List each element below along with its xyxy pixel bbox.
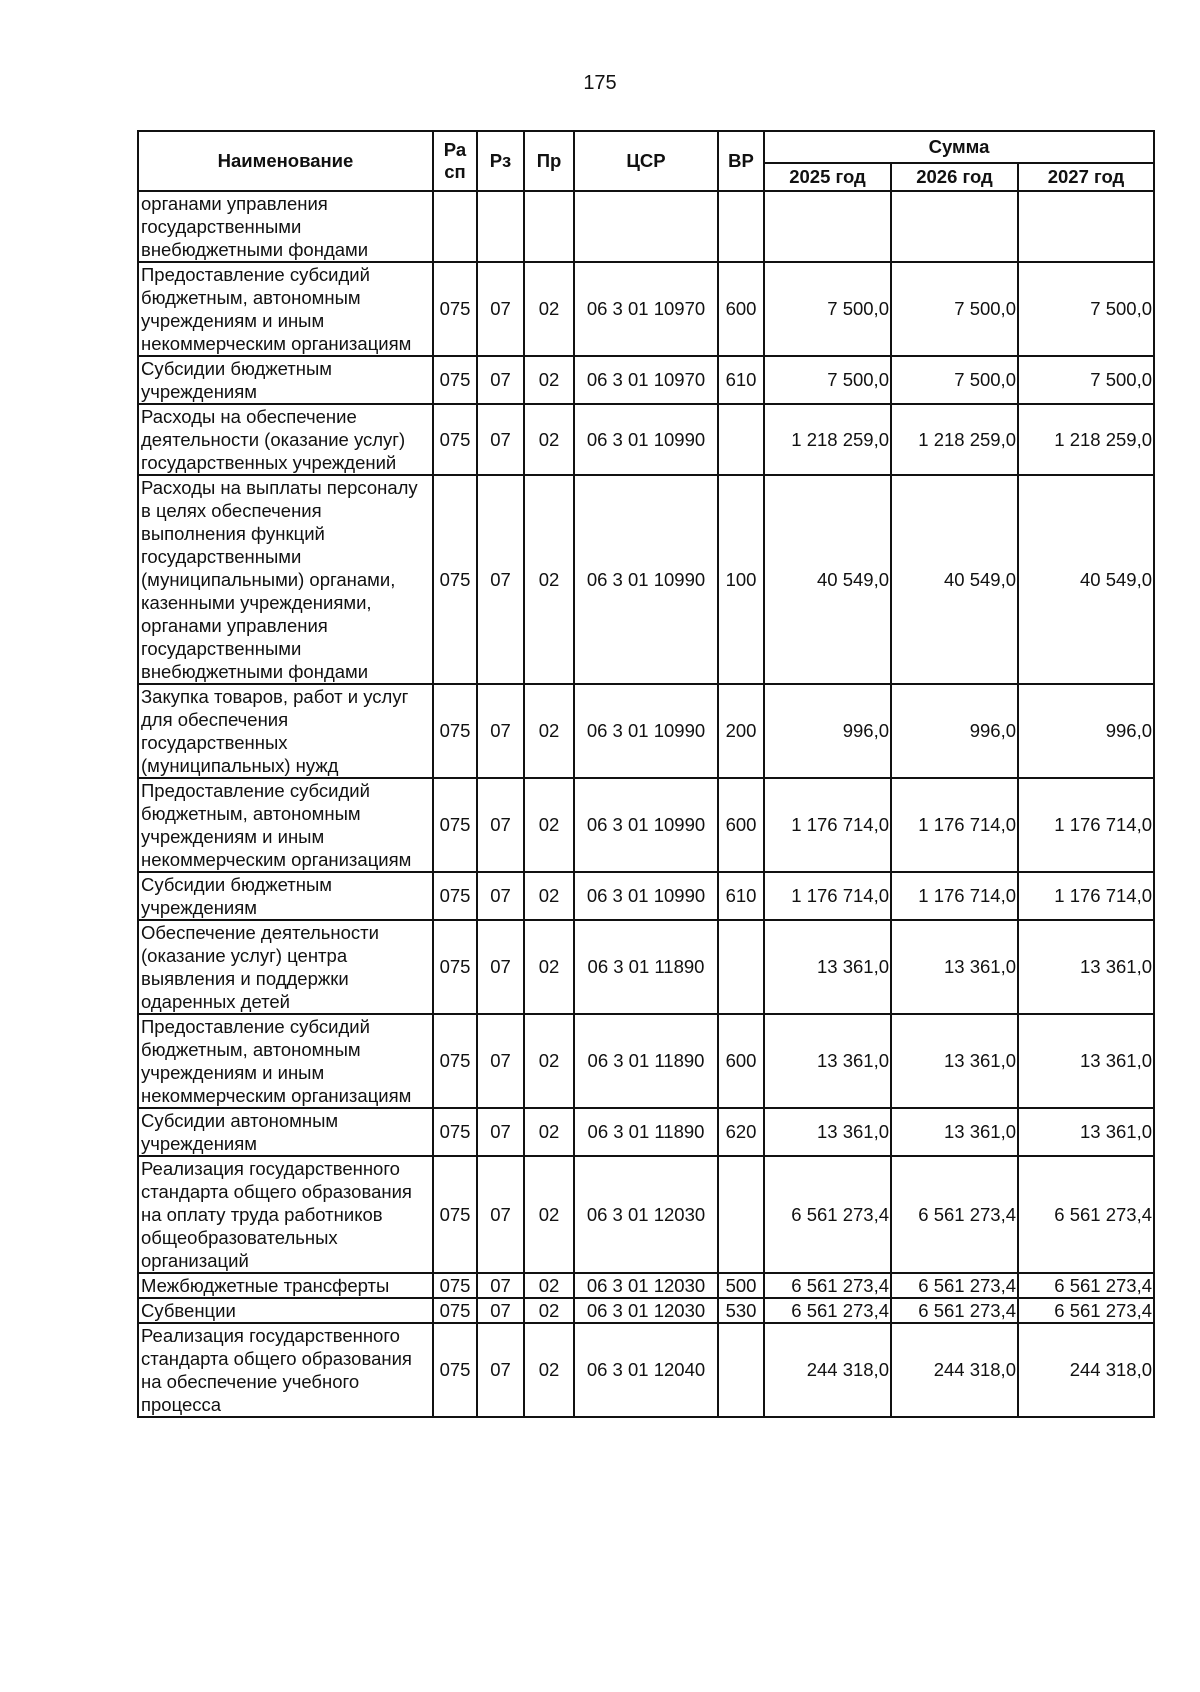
header-rasp	[433, 131, 477, 191]
header-vr: ВР	[718, 131, 764, 191]
cell-pr: 02	[524, 872, 574, 920]
cell-csr: 06 3 01 12040	[574, 1323, 718, 1417]
cell-pr: 02	[524, 356, 574, 404]
table-row	[138, 262, 1154, 356]
cell-vr: 610	[718, 356, 764, 404]
cell-rasp: 075	[433, 1156, 477, 1273]
cell-rasp: 075	[433, 1014, 477, 1108]
cell-amount-2026: 244 318,0	[891, 1323, 1018, 1417]
cell-amount-2027: 13 361,0	[1018, 920, 1154, 1014]
cell-name: Расходы на обеспечение деятельности (оказание услуг) государственных учреждений	[138, 404, 433, 475]
cell-rz: 07	[477, 1108, 524, 1156]
cell-pr: 02	[524, 1156, 574, 1273]
cell-amount-2025: 13 361,0	[764, 1014, 891, 1108]
table-row	[138, 1108, 1154, 1156]
cell-rasp: 075	[433, 920, 477, 1014]
cell-amount-2025	[764, 191, 891, 262]
cell-name: Субсидии бюджетным учреждениям	[138, 356, 433, 404]
cell-rz: 07	[477, 920, 524, 1014]
cell-amount-2025: 6 561 273,4	[764, 1273, 891, 1298]
cell-amount-2027: 6 561 273,4	[1018, 1156, 1154, 1273]
cell-rasp: 075	[433, 404, 477, 475]
cell-rasp: 075	[433, 778, 477, 872]
cell-amount-2027: 13 361,0	[1018, 1014, 1154, 1108]
cell-amount-2026: 1 176 714,0	[891, 778, 1018, 872]
cell-pr	[524, 191, 574, 262]
cell-name: органами управления государственными внебюджетными фондами	[138, 191, 433, 262]
cell-amount-2026: 6 561 273,4	[891, 1156, 1018, 1273]
cell-rasp: 075	[433, 262, 477, 356]
cell-pr: 02	[524, 1108, 574, 1156]
table-row	[138, 191, 1154, 262]
cell-csr: 06 3 01 10970	[574, 262, 718, 356]
cell-amount-2027: 996,0	[1018, 684, 1154, 778]
cell-pr: 02	[524, 1014, 574, 1108]
cell-rasp: 075	[433, 872, 477, 920]
cell-vr: 600	[718, 262, 764, 356]
cell-amount-2025: 244 318,0	[764, 1323, 891, 1417]
cell-pr: 02	[524, 920, 574, 1014]
header-pr: Пр	[524, 131, 574, 191]
table-row	[138, 1014, 1154, 1108]
cell-amount-2026: 13 361,0	[891, 920, 1018, 1014]
cell-amount-2026: 6 561 273,4	[891, 1298, 1018, 1323]
cell-vr	[718, 404, 764, 475]
cell-amount-2027	[1018, 191, 1154, 262]
cell-amount-2026: 7 500,0	[891, 262, 1018, 356]
cell-rz: 07	[477, 1014, 524, 1108]
cell-pr: 02	[524, 1298, 574, 1323]
cell-pr: 02	[524, 778, 574, 872]
cell-amount-2026	[891, 191, 1018, 262]
cell-amount-2026: 13 361,0	[891, 1014, 1018, 1108]
cell-name: Субвенции	[138, 1298, 433, 1323]
header-year-2025: 2025 год	[764, 163, 891, 191]
cell-vr: 500	[718, 1273, 764, 1298]
cell-csr: 06 3 01 12030	[574, 1273, 718, 1298]
cell-vr: 200	[718, 684, 764, 778]
cell-rz: 07	[477, 262, 524, 356]
cell-name: Реализация государственного стандарта общего образования на обеспечение учебного процесса	[138, 1323, 433, 1417]
cell-amount-2026: 1 176 714,0	[891, 872, 1018, 920]
cell-amount-2027: 7 500,0	[1018, 262, 1154, 356]
cell-csr: 06 3 01 12030	[574, 1156, 718, 1273]
cell-rz: 07	[477, 1323, 524, 1417]
cell-csr: 06 3 01 11890	[574, 1108, 718, 1156]
cell-pr: 02	[524, 684, 574, 778]
cell-amount-2025: 6 561 273,4	[764, 1298, 891, 1323]
cell-amount-2027: 40 549,0	[1018, 475, 1154, 684]
cell-amount-2025: 1 176 714,0	[764, 872, 891, 920]
cell-csr: 06 3 01 10990	[574, 475, 718, 684]
cell-rasp: 075	[433, 1108, 477, 1156]
budget-table	[137, 130, 1155, 1418]
page-number: 175	[583, 72, 617, 94]
cell-amount-2025: 996,0	[764, 684, 891, 778]
header-rasp-line1: Ра	[443, 139, 467, 160]
cell-vr	[718, 191, 764, 262]
table-row	[138, 920, 1154, 1014]
cell-vr	[718, 1323, 764, 1417]
cell-amount-2026: 1 218 259,0	[891, 404, 1018, 475]
cell-rz: 07	[477, 1273, 524, 1298]
cell-amount-2025: 40 549,0	[764, 475, 891, 684]
cell-rz: 07	[477, 356, 524, 404]
cell-amount-2025: 7 500,0	[764, 262, 891, 356]
cell-amount-2027: 7 500,0	[1018, 356, 1154, 404]
cell-rasp: 075	[433, 684, 477, 778]
cell-amount-2025: 1 218 259,0	[764, 404, 891, 475]
cell-rasp: 075	[433, 475, 477, 684]
cell-pr: 02	[524, 475, 574, 684]
cell-amount-2027: 6 561 273,4	[1018, 1273, 1154, 1298]
cell-csr: 06 3 01 11890	[574, 1014, 718, 1108]
cell-amount-2026: 13 361,0	[891, 1108, 1018, 1156]
cell-name: Субсидии автономным учреждениям	[138, 1108, 433, 1156]
cell-rz: 07	[477, 872, 524, 920]
cell-name: Закупка товаров, работ и услуг для обеспечения государственных (муниципальных) нужд	[138, 684, 433, 778]
cell-amount-2026: 996,0	[891, 684, 1018, 778]
cell-name: Реализация государственного стандарта общего образования на оплату труда работников общеобразовательных организаций	[138, 1156, 433, 1273]
table-body	[138, 191, 1154, 1417]
header-csr: ЦСР	[574, 131, 718, 191]
cell-name: Предоставление субсидий бюджетным, автономным учреждениям и иным некоммерческим организациям	[138, 1014, 433, 1108]
table-row	[138, 684, 1154, 778]
cell-pr: 02	[524, 404, 574, 475]
cell-csr: 06 3 01 11890	[574, 920, 718, 1014]
cell-amount-2026: 40 549,0	[891, 475, 1018, 684]
table-header	[138, 131, 1154, 191]
cell-amount-2027: 1 176 714,0	[1018, 872, 1154, 920]
cell-vr: 620	[718, 1108, 764, 1156]
header-year-2026: 2026 год	[891, 163, 1018, 191]
cell-name: Предоставление субсидий бюджетным, автономным учреждениям и иным некоммерческим организациям	[138, 778, 433, 872]
cell-pr: 02	[524, 1323, 574, 1417]
table-row	[138, 872, 1154, 920]
cell-vr: 610	[718, 872, 764, 920]
table-row	[138, 1298, 1154, 1323]
table-row	[138, 1323, 1154, 1417]
table-row	[138, 356, 1154, 404]
cell-amount-2025: 13 361,0	[764, 1108, 891, 1156]
cell-rasp	[433, 191, 477, 262]
cell-pr: 02	[524, 262, 574, 356]
header-name: Наименование	[138, 131, 433, 191]
cell-amount-2027: 1 218 259,0	[1018, 404, 1154, 475]
cell-amount-2027: 244 318,0	[1018, 1323, 1154, 1417]
table-row	[138, 1156, 1154, 1273]
header-sum: Сумма	[764, 131, 1154, 163]
cell-csr: 06 3 01 10990	[574, 404, 718, 475]
cell-csr: 06 3 01 10970	[574, 356, 718, 404]
cell-vr: 530	[718, 1298, 764, 1323]
cell-vr	[718, 920, 764, 1014]
cell-amount-2027: 6 561 273,4	[1018, 1298, 1154, 1323]
cell-rz: 07	[477, 404, 524, 475]
cell-csr: 06 3 01 12030	[574, 1298, 718, 1323]
table-row	[138, 1273, 1154, 1298]
table-row	[138, 778, 1154, 872]
header-rz: Рз	[477, 131, 524, 191]
cell-rasp: 075	[433, 1298, 477, 1323]
header-year-2027: 2027 год	[1018, 163, 1154, 191]
cell-amount-2025: 1 176 714,0	[764, 778, 891, 872]
cell-vr: 600	[718, 778, 764, 872]
cell-amount-2026: 7 500,0	[891, 356, 1018, 404]
cell-amount-2025: 13 361,0	[764, 920, 891, 1014]
cell-rz: 07	[477, 1156, 524, 1273]
cell-vr: 100	[718, 475, 764, 684]
cell-amount-2026: 6 561 273,4	[891, 1273, 1018, 1298]
table-row	[138, 404, 1154, 475]
cell-name: Межбюджетные трансферты	[138, 1273, 433, 1298]
cell-vr	[718, 1156, 764, 1273]
cell-amount-2027: 1 176 714,0	[1018, 778, 1154, 872]
cell-name: Расходы на выплаты персоналу в целях обеспечения выполнения функций государственными (муниципальными) органами, казенными учреждениями, органами управления государственными внебюджетными фондами	[138, 475, 433, 684]
cell-csr: 06 3 01 10990	[574, 872, 718, 920]
cell-name: Субсидии бюджетным учреждениям	[138, 872, 433, 920]
cell-csr	[574, 191, 718, 262]
cell-rz: 07	[477, 684, 524, 778]
table-row	[138, 475, 1154, 684]
cell-rz: 07	[477, 778, 524, 872]
cell-rasp: 075	[433, 1273, 477, 1298]
cell-rz: 07	[477, 1298, 524, 1323]
header-rasp-line2: сп	[444, 161, 466, 182]
cell-csr: 06 3 01 10990	[574, 778, 718, 872]
cell-csr: 06 3 01 10990	[574, 684, 718, 778]
cell-amount-2025: 7 500,0	[764, 356, 891, 404]
cell-rasp: 075	[433, 356, 477, 404]
cell-rz: 07	[477, 475, 524, 684]
cell-name: Обеспечение деятельности (оказание услуг) центра выявления и поддержки одаренных детей	[138, 920, 433, 1014]
cell-rasp: 075	[433, 1323, 477, 1417]
cell-amount-2027: 13 361,0	[1018, 1108, 1154, 1156]
cell-vr: 600	[718, 1014, 764, 1108]
cell-name: Предоставление субсидий бюджетным, автономным учреждениям и иным некоммерческим организациям	[138, 262, 433, 356]
cell-pr: 02	[524, 1273, 574, 1298]
cell-amount-2025: 6 561 273,4	[764, 1156, 891, 1273]
cell-rz	[477, 191, 524, 262]
